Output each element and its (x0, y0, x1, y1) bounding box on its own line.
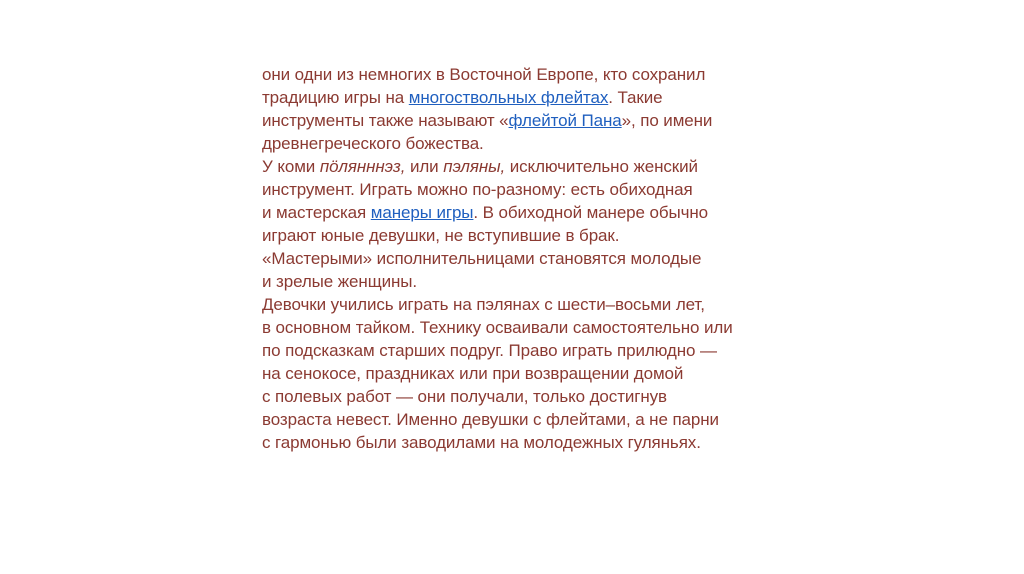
text-segment: «Мастерыми» исполнительницами становятся молодые (262, 249, 702, 268)
text-line (262, 339, 802, 362)
text-segment: возраста невест. Именно девушки с флейтами, а не парни (262, 410, 719, 429)
text-segment: инструмент. Играть можно по-разному: есть обиходная (262, 180, 693, 199)
text-segment: . Такие (608, 88, 663, 107)
italic-term: пӧлянннэз, (319, 157, 410, 176)
text-line (262, 431, 802, 454)
text-line (262, 201, 802, 224)
text-line (262, 293, 802, 316)
text-line (262, 224, 802, 247)
text-segment: они одни из немногих в Восточной Европе, кто сохранил (262, 65, 706, 84)
inline-link[interactable]: флейтой Пана (508, 111, 622, 130)
text-line (262, 247, 802, 270)
text-segment: или (409, 157, 444, 176)
text-segment: Девочки учились играть на пэлянах с шести–восьми лет, (262, 295, 705, 314)
text-line (262, 178, 802, 201)
text-line (262, 63, 802, 86)
text-segment: с гармонью были заводилами на молодежных гуляньях. (262, 433, 701, 452)
text-line (262, 155, 802, 178)
text-segment: и зрелые женщины. (262, 272, 418, 291)
text-segment: и мастерская (262, 203, 371, 222)
text-line (262, 408, 802, 431)
text-line (262, 109, 802, 132)
text-segment: с полевых работ — они получали, только достигнув (262, 387, 667, 406)
text-segment: на сенокосе, праздниках или при возвращении домой (262, 364, 684, 383)
italic-term: пэляны, (443, 157, 510, 176)
text-segment: традицию игры на (262, 88, 409, 107)
inline-link[interactable]: многоствольных флейтах (408, 88, 609, 107)
inline-link[interactable]: манеры игры (370, 203, 474, 222)
text-line (262, 132, 802, 155)
text-segment: », по имени (621, 111, 713, 130)
text-segment: в основном тайком. Технику осваивали самостоятельно или (262, 318, 733, 337)
text-segment: играют юные девушки, не вступившие в брак. (262, 226, 620, 245)
text-line (262, 270, 802, 293)
text-line (262, 86, 802, 109)
text-segment: . В обиходной манере обычно (473, 203, 709, 222)
text-segment: исключительно женский (509, 157, 698, 176)
text-segment: по подсказкам старших подруг. Право играть прилюдно — (262, 341, 717, 360)
text-line (262, 362, 802, 385)
text-segment: древнегреческого божества. (262, 134, 484, 153)
text-segment: инструменты также называют « (262, 111, 509, 130)
body-text (262, 63, 802, 454)
text-segment: У коми (262, 157, 320, 176)
text-line (262, 385, 802, 408)
text-line (262, 316, 802, 339)
